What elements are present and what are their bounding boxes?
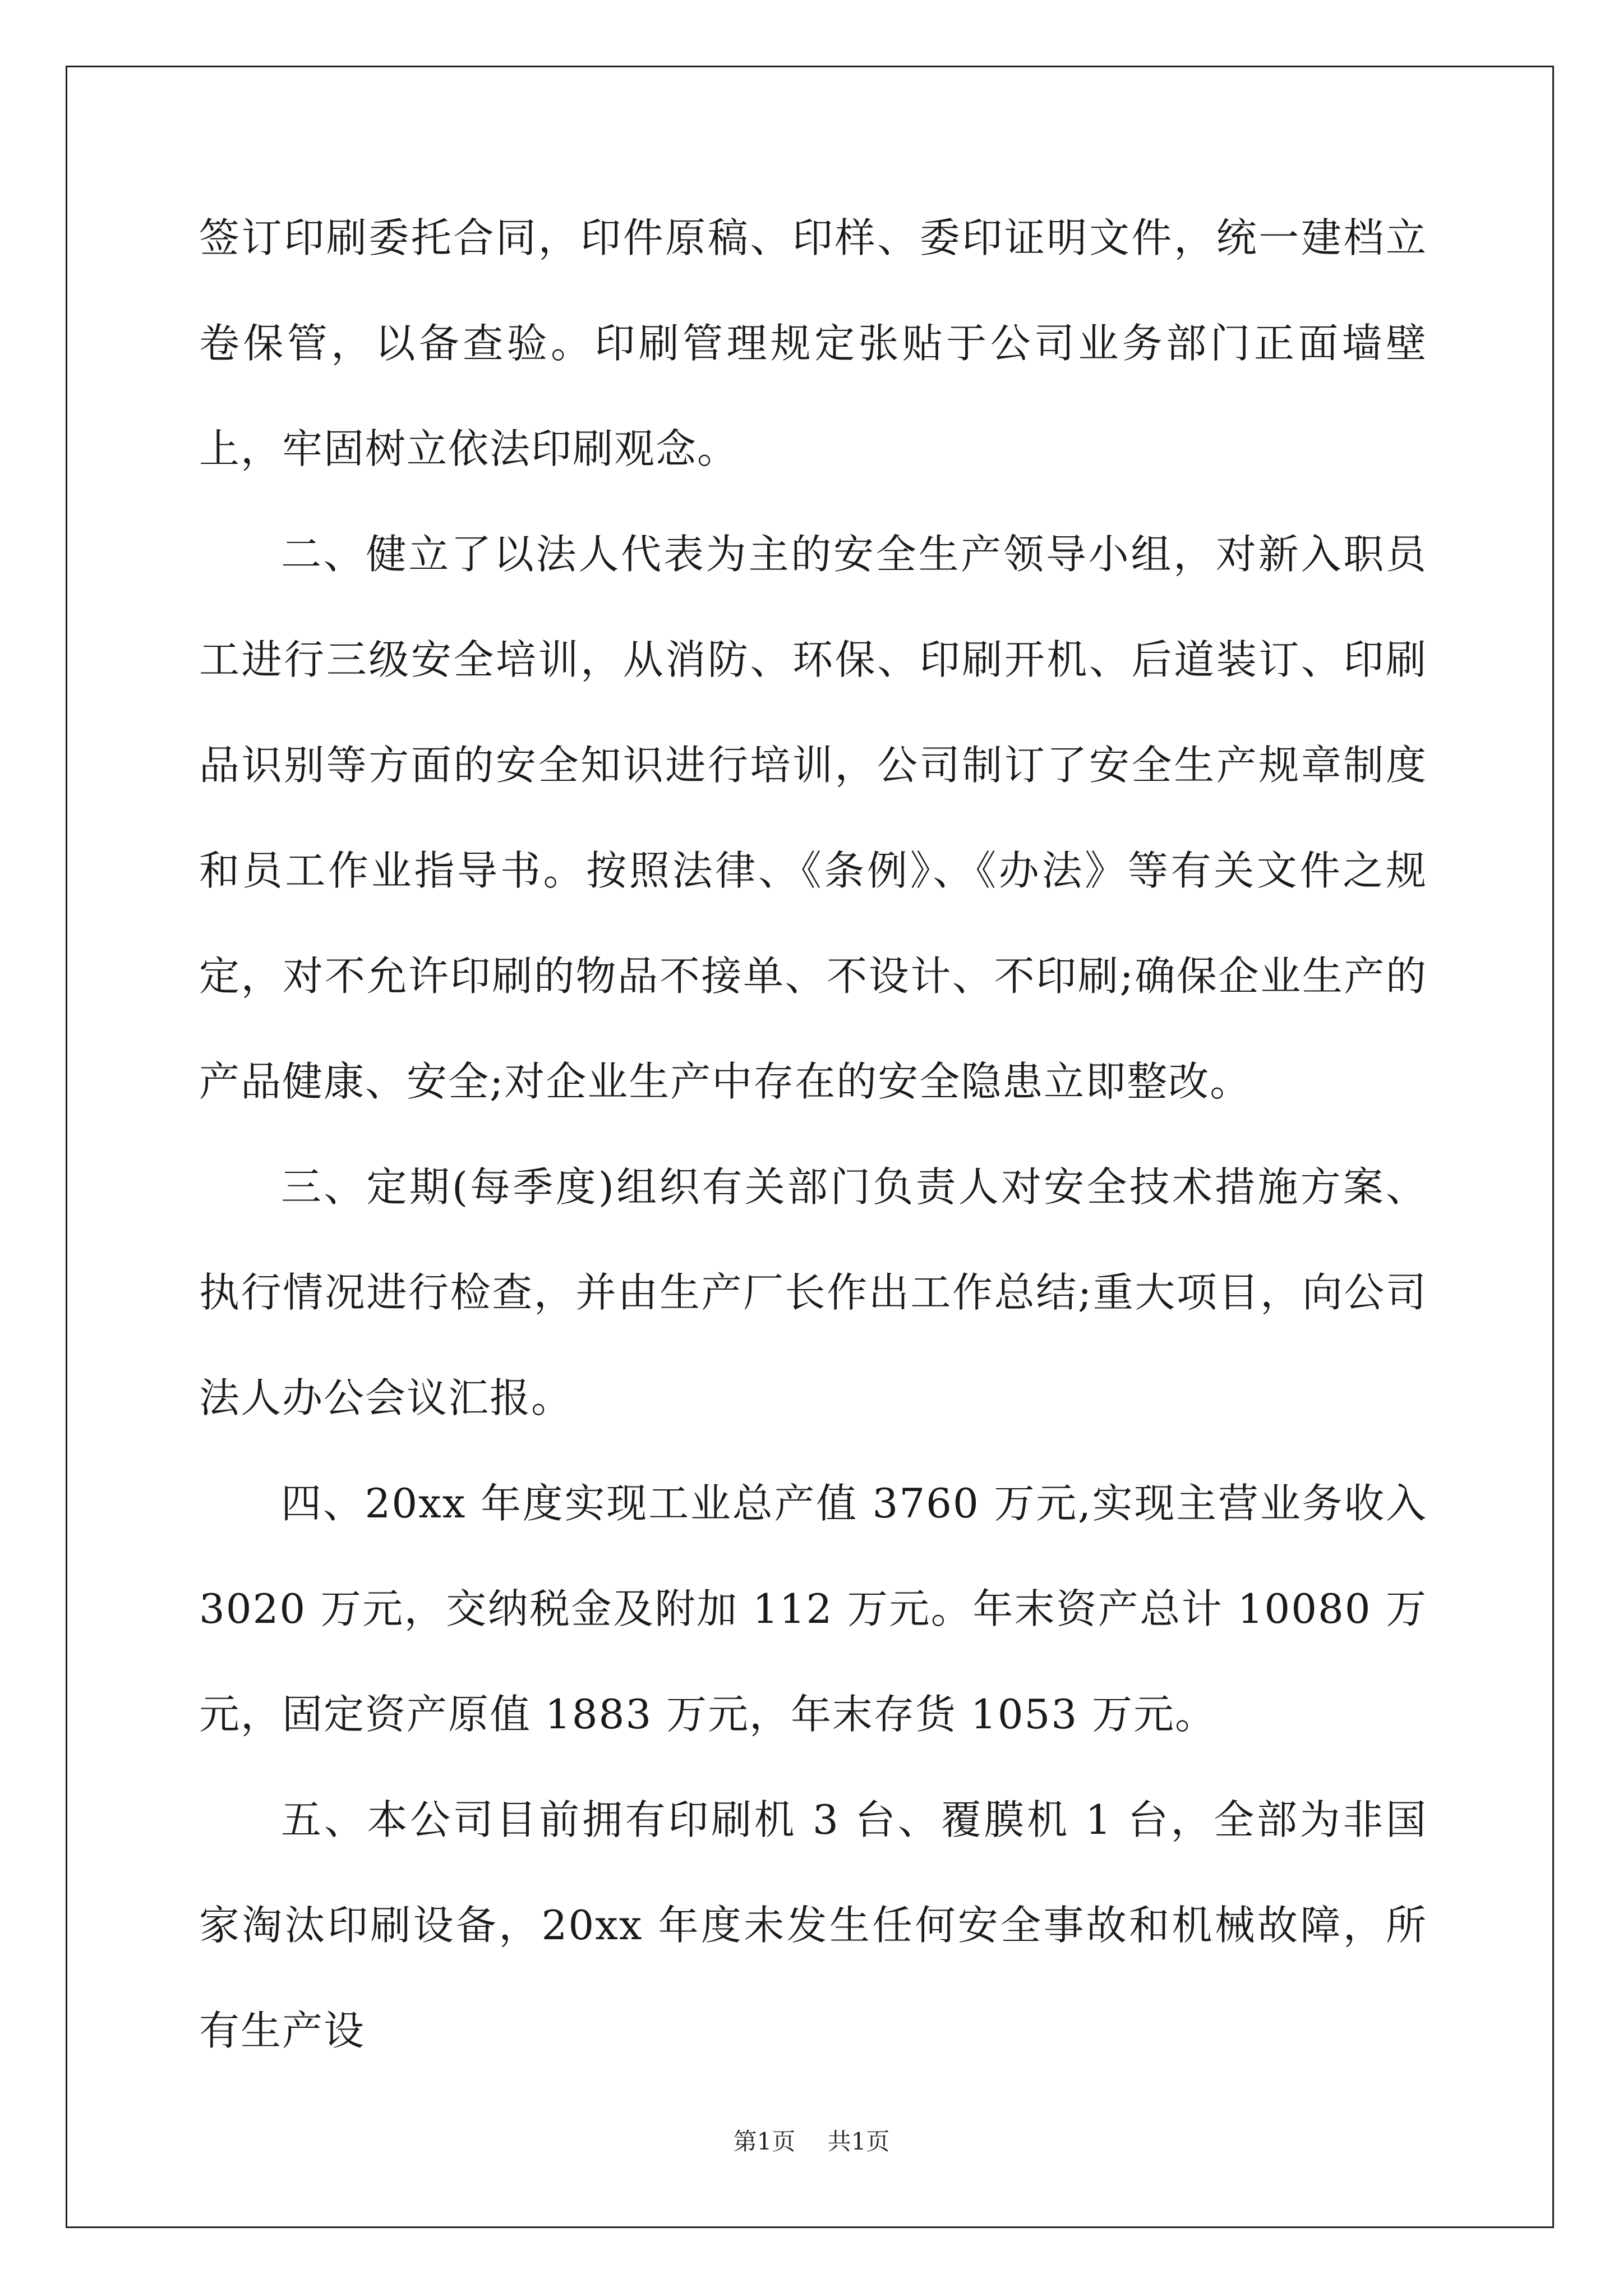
paragraph-continuation: 签订印刷委托合同，印件原稿、印样、委印证明文件，统一建档立卷保管，以备查验。印刷管理规定张贴于公司业务部门正面墙壁上，牢固树立依法印刷观念。 (199, 214, 1427, 472)
paragraph-item-2: 二、健立了以法人代表为主的安全生产领导小组，对新入职员工进行三级安全培训，从消防、环保、印刷开机、后道装订、印刷品识别等方面的安全知识进行培训，公司制订了安全生产规章制度和员工作业指导书。按照法律、《条例》、《办法》等有关文件之规定，对不允许印刷的物品不接单、不设计、不印刷;确保企业生产的产品健康、安全;对企业生产中存在的安全隐患立即整改。 (199, 531, 1427, 1105)
page-number-current: 第1页 (733, 2128, 796, 2155)
document-body (199, 185, 1427, 2083)
paragraph-item-5: 五、本公司目前拥有印刷机 3 台、覆膜机 1 台，全部为非国家淘汰印刷设备，20xx 年度未发生任何安全事故和机械故障，所有生产设 (199, 1796, 1427, 2054)
paragraph-item-3: 三、定期(每季度)组织有关部门负责人对安全技术措施方案、执行情况进行检查，并由生产厂长作出工作总结;重大项目，向公司法人办公会议汇报。 (199, 1163, 1427, 1421)
paragraph-item-4: 四、20xx 年度实现工业总产值 3760 万元,实现主营业务收入 3020 万元，交纳税金及附加 112 万元。年末资产总计 10080 万元，固定资产原值 1883 万元，年末存货 1053 万元。 (199, 1480, 1427, 1738)
page-number-total: 共1页 (827, 2128, 890, 2155)
page-footer (0, 2123, 1623, 2157)
